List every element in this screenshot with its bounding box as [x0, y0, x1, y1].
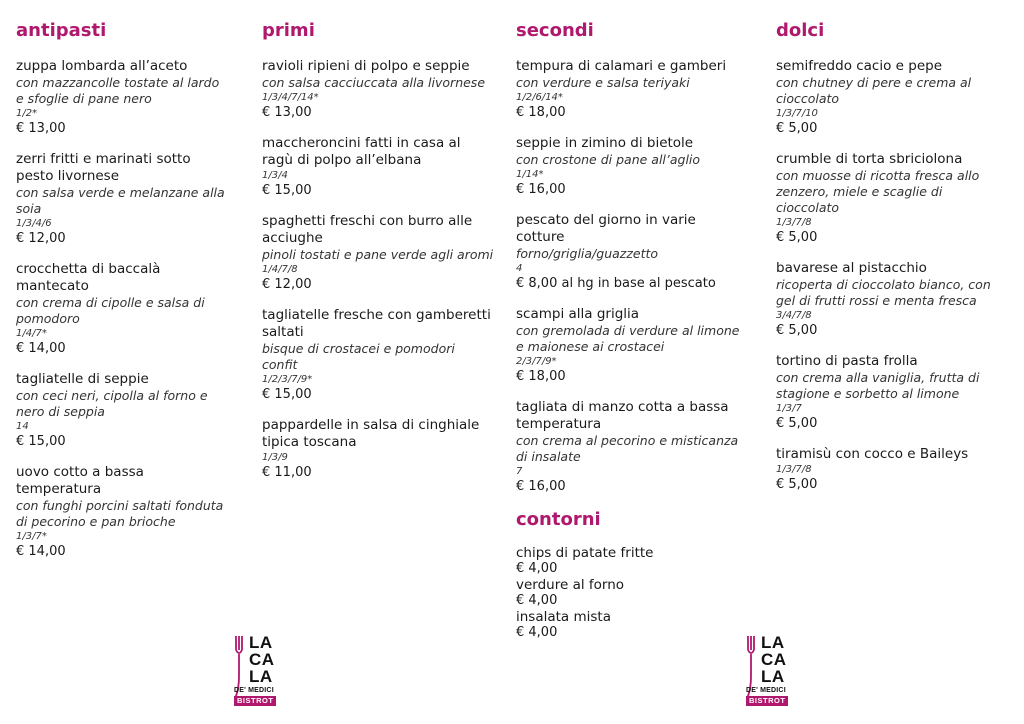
dish-name: tagliata di manzo cotta a bassa temperatura [516, 399, 729, 432]
section-title: dolci [776, 20, 825, 41]
dish-price: € 12,00 [16, 231, 66, 246]
menu-item [262, 417, 494, 481]
logo [746, 634, 804, 712]
dish-name: pappardelle in salsa di cinghiale tipica toscana [262, 417, 480, 450]
dish-price: € 13,00 [16, 121, 66, 136]
dish-price: € 15,00 [262, 387, 312, 402]
dolci-section [776, 20, 998, 507]
dish-name: semifreddo cacio e pepe [776, 58, 943, 74]
dish-description: bisque di crostacei e pomodori confit [262, 341, 455, 372]
menu-item [16, 261, 226, 357]
primi-section [262, 20, 494, 495]
antipasti-section [16, 20, 226, 574]
allergen-codes: 1/2/6/14* [516, 92, 563, 103]
dish-price: € 4,00 [516, 625, 558, 640]
menu-list [16, 58, 226, 560]
dish-price: € 18,00 [516, 105, 566, 120]
dish-price: € 18,00 [516, 369, 566, 384]
allergen-codes: 1/3/7/8 [776, 217, 812, 228]
menu-item [262, 135, 494, 199]
dish-name: bavarese al pistacchio [776, 260, 927, 276]
contorni-list [516, 545, 748, 641]
dish-price: € 4,00 [516, 561, 558, 576]
menu-item [16, 58, 226, 137]
section-title: antipasti [16, 20, 107, 41]
dish-name: maccheroncini fatti in casa al ragù di polpo all’elbana [262, 135, 461, 168]
dish-description: con funghi porcini saltati fonduta di pecorino e pan brioche [16, 498, 224, 529]
menu-item [776, 58, 998, 137]
dish-name: ravioli ripieni di polpo e seppie [262, 58, 470, 74]
logo-subtitle: DE' MEDICI [746, 687, 786, 694]
dish-name: uovo cotto a bassa temperatura [16, 464, 144, 497]
dish-description: forno/griglia/guazzetto [516, 246, 659, 261]
dish-name: chips di patate fritte [516, 545, 654, 561]
dish-description: con crostone di pane all’aglio [516, 152, 701, 167]
section-title: primi [262, 20, 315, 41]
dish-price: € 13,00 [262, 105, 312, 120]
dish-name: tagliatelle fresche con gamberetti saltati [262, 307, 491, 340]
allergen-codes: 1/3/9 [262, 452, 288, 463]
allergen-codes: 7 [516, 466, 523, 477]
dish-price: € 5,00 [776, 323, 818, 338]
menu-list [516, 58, 748, 495]
menu-item [262, 213, 494, 293]
menu-item [516, 306, 748, 385]
dish-price: € 16,00 [516, 479, 566, 494]
allergen-codes: 1/3/4/7/14* [262, 92, 319, 103]
menu-item [262, 58, 494, 121]
dish-name: crumble di torta sbriciolona [776, 151, 963, 167]
dish-description: con salsa verde e melanzane alla soia [16, 185, 225, 216]
menu-item [776, 446, 998, 493]
dish-price: € 4,00 [516, 593, 558, 608]
dish-name: tortino di pasta frolla [776, 353, 918, 369]
allergen-codes: 1/4/7* [16, 328, 47, 339]
menu-item [776, 151, 998, 246]
allergen-codes: 1/14* [516, 169, 544, 180]
dish-price: € 11,00 [262, 465, 312, 480]
dish-description: con muosse di ricotta fresca allo zenzero, miele e scaglie di cioccolato [776, 168, 980, 215]
allergen-codes: 1/3/7* [16, 531, 47, 542]
dish-name: scampi alla griglia [516, 306, 640, 322]
dish-description: pinoli tostati e pane verde agli aromi [262, 247, 494, 262]
dish-name: seppie in zimino di bietole [516, 135, 694, 151]
logo-subtitle: DE' MEDICI [234, 687, 274, 694]
menu-item [16, 464, 226, 560]
allergen-codes: 1/3/7/8 [776, 464, 812, 475]
allergen-codes: 1/3/4/6 [16, 218, 52, 229]
dish-name: spaghetti freschi con burro alle acciughe [262, 213, 473, 246]
dish-price: € 5,00 [776, 416, 818, 431]
allergen-codes: 14 [16, 421, 29, 432]
menu-item [516, 58, 748, 121]
allergen-codes: 1/4/7/8 [262, 264, 298, 275]
secondi-section [516, 20, 748, 641]
menu-item [516, 545, 748, 577]
dish-price: € 15,00 [262, 183, 312, 198]
dish-name: insalata mista [516, 609, 611, 625]
menu-item [262, 307, 494, 403]
allergen-codes: 1/3/4 [262, 170, 288, 181]
dish-name: tiramisù con cocco e Baileys [776, 446, 969, 462]
dish-description: ricoperta di cioccolato bianco, con gel di frutti rossi e menta fresca [776, 277, 991, 308]
dish-description: con crema di cipolle e salsa di pomodoro [16, 295, 205, 326]
dish-price: € 14,00 [16, 544, 66, 559]
allergen-codes: 1/3/7 [776, 403, 802, 414]
allergen-codes: 3/4/7/8 [776, 310, 812, 321]
menu-item [516, 609, 748, 641]
menu-item [516, 577, 748, 609]
dish-name: tagliatelle di seppie [16, 371, 149, 387]
menu-list [776, 58, 998, 493]
logo-badge: BISTROT [746, 696, 788, 706]
dish-price: € 15,00 [16, 434, 66, 449]
dish-description: con salsa cacciuccata alla livornese [262, 75, 486, 90]
allergen-codes: 1/3/7/10 [776, 108, 818, 119]
menu-item [516, 212, 748, 292]
menu-item [776, 260, 998, 339]
logo-badge: BISTROT [234, 696, 276, 706]
dish-name: zuppa lombarda all’aceto [16, 58, 188, 74]
allergen-codes: 1/2/3/7/9* [262, 374, 313, 385]
menu-list [262, 58, 494, 481]
dish-price: € 12,00 [262, 277, 312, 292]
menu-item [16, 151, 226, 247]
logo-wordmark: LA CA LA [761, 633, 787, 686]
dish-price: € 5,00 [776, 230, 818, 245]
dish-price: € 5,00 [776, 477, 818, 492]
dish-price: € 5,00 [776, 121, 818, 136]
section-title: secondi [516, 20, 594, 41]
dish-name: pescato del giorno in varie cotture [516, 212, 696, 245]
contorni-title: contorni [516, 509, 601, 530]
dish-description: con chutney di pere e crema al cioccolato [776, 75, 972, 106]
dish-price: € 14,00 [16, 341, 66, 356]
menu-item [516, 399, 748, 495]
dish-name: crocchetta di baccalà mantecato [16, 261, 161, 294]
dish-name: zerri fritti e marinati sotto pesto livornese [16, 151, 191, 184]
dish-name: verdure al forno [516, 577, 625, 593]
dish-name: tempura di calamari e gamberi [516, 58, 727, 74]
dish-description: con mazzancolle tostate al lardo e sfoglie di pane nero [16, 75, 220, 106]
allergen-codes: 1/2* [16, 108, 38, 119]
dish-description: con gremolada di verdure al limone e maionese ai crostacei [516, 323, 740, 354]
dish-description: con crema al pecorino e misticanza di insalate [516, 433, 739, 464]
dish-price: € 16,00 [516, 182, 566, 197]
logo-wordmark: LA CA LA [249, 633, 275, 686]
menu-item [516, 135, 748, 198]
dish-description: con verdure e salsa teriyaki [516, 75, 690, 90]
menu-item [776, 353, 998, 432]
allergen-codes: 2/3/7/9* [516, 356, 557, 367]
allergen-codes: 4 [516, 263, 523, 274]
dish-description: con crema alla vaniglia, frutta di stagione e sorbetto al limone [776, 370, 980, 401]
dish-description: con ceci neri, cipolla al forno e nero di seppia [16, 388, 208, 419]
dish-price: € 8,00 al hg in base al pescato [516, 276, 716, 291]
logo [234, 634, 292, 712]
menu-item [16, 371, 226, 450]
